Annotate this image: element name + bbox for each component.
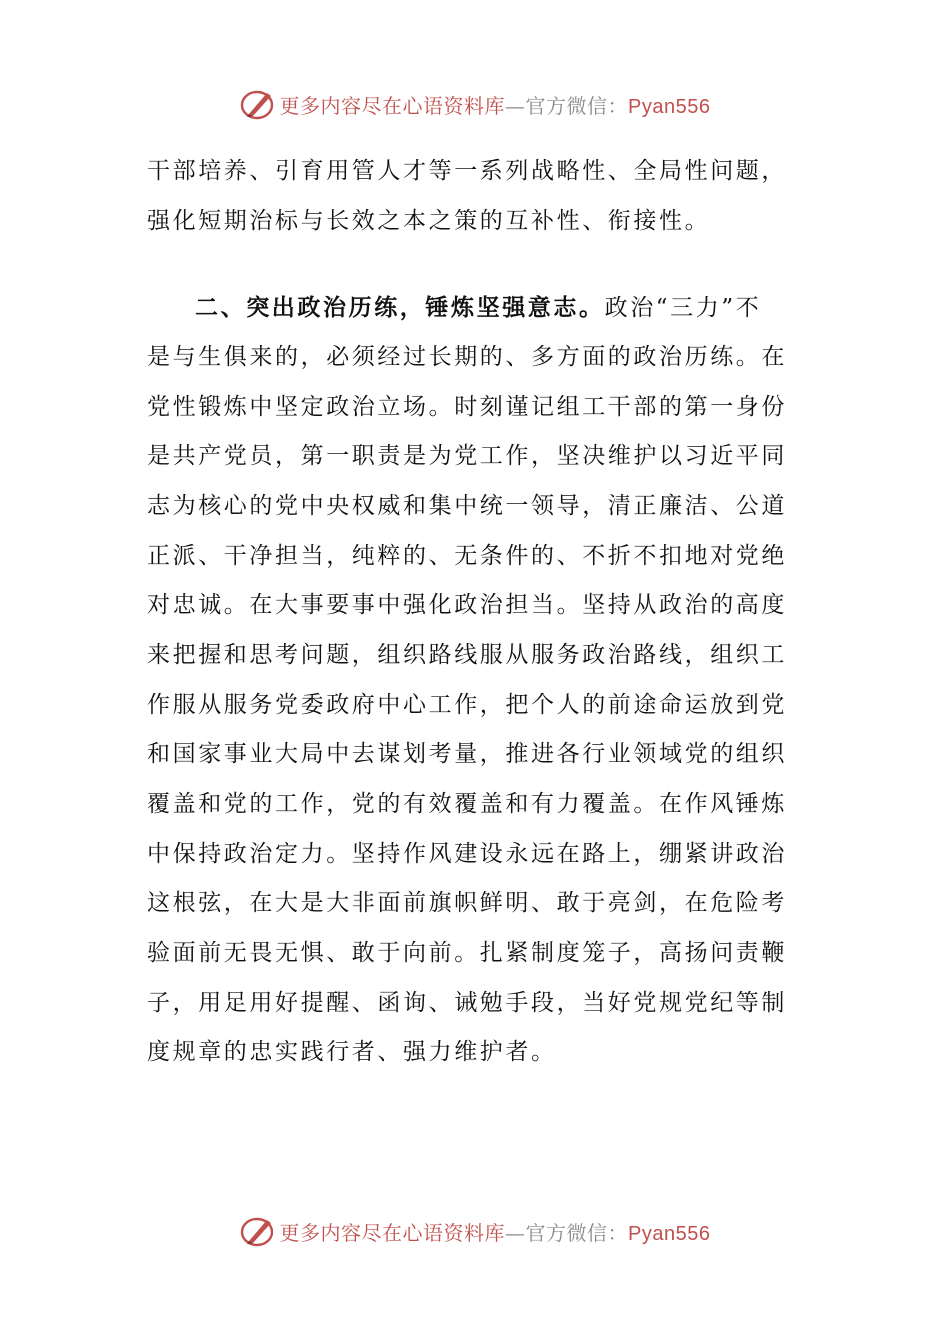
p2-line: 覆盖和党的工作，党的有效覆盖和有力覆盖。在作风锤炼	[147, 791, 787, 817]
p1-line-1: 干部培养、引育用管人才等一系列战略性、全局性问题，	[147, 158, 787, 184]
section-heading: 二、突出政治历练，锤炼坚强意志。	[195, 294, 605, 321]
p2-line: 度规章的忠实践行者、强力维护者。	[147, 1039, 557, 1065]
header-banner-text	[280, 90, 711, 119]
footer-dash: —	[505, 1220, 526, 1245]
p2-line: 志为核心的党中央权威和集中统一领导，清正廉洁、公道	[147, 493, 787, 519]
footer-site-text: 更多内容尽在心语资料库	[279, 1220, 506, 1245]
p2-line: 子，用足用好提醒、函询、诫勉手段，当好党规党纪等制	[147, 990, 787, 1016]
p2-line: 和国家事业大局中去谋划考量，推进各行业领域党的组织	[147, 741, 787, 767]
header-banner	[0, 84, 950, 124]
p2-line: 是与生俱来的，必须经过长期的、多方面的政治历练。在	[147, 344, 787, 370]
pen-logo-icon	[240, 87, 276, 121]
p1-line-2: 强化短期治标与长效之本之策的互补性、衔接性。	[147, 208, 711, 234]
p2-line: 对忠诚。在大事要事中强化政治担当。坚持从政治的高度	[147, 592, 787, 618]
footer-wechat-id: Pyan556	[628, 1222, 711, 1245]
p2-line: 这根弦，在大是大非面前旗帜鲜明、敢于亮剑，在危险考	[147, 890, 787, 916]
p2-line: 验面前无畏无惧、敢于向前。扎紧制度笼子，高扬问责鞭	[147, 940, 787, 966]
header-site-text: 更多内容尽在心语资料库	[279, 93, 506, 118]
p2-line: 中保持政治定力。坚持作风建设永远在路上，绷紧讲政治	[147, 841, 787, 867]
p2-line: 作服从服务党委政府中心工作，把个人的前途命运放到党	[147, 692, 787, 718]
header-wechat-label: 官方微信：	[525, 93, 629, 118]
p2-line: 是共产党员，第一职责是为党工作，坚决维护以习近平同	[147, 443, 787, 469]
header-wechat-id: Pyan556	[628, 95, 711, 118]
pen-logo-icon	[240, 1214, 276, 1248]
p2-first-line-rest: 政治“三力”不	[604, 295, 762, 321]
p2-line: 党性锻炼中坚定政治立场。时刻谨记组工干部的第一身份	[147, 394, 787, 420]
footer-wechat-label: 官方微信：	[525, 1220, 629, 1245]
footer-banner-text	[280, 1217, 711, 1246]
p2-line: 正派、干净担当，纯粹的、无条件的、不折不扣地对党绝	[147, 543, 787, 569]
header-dash: —	[505, 93, 526, 118]
p2-first-line	[195, 293, 797, 323]
footer-banner	[0, 1211, 950, 1251]
p2-line: 来把握和思考问题，组织路线服从服务政治路线，组织工	[147, 642, 787, 668]
